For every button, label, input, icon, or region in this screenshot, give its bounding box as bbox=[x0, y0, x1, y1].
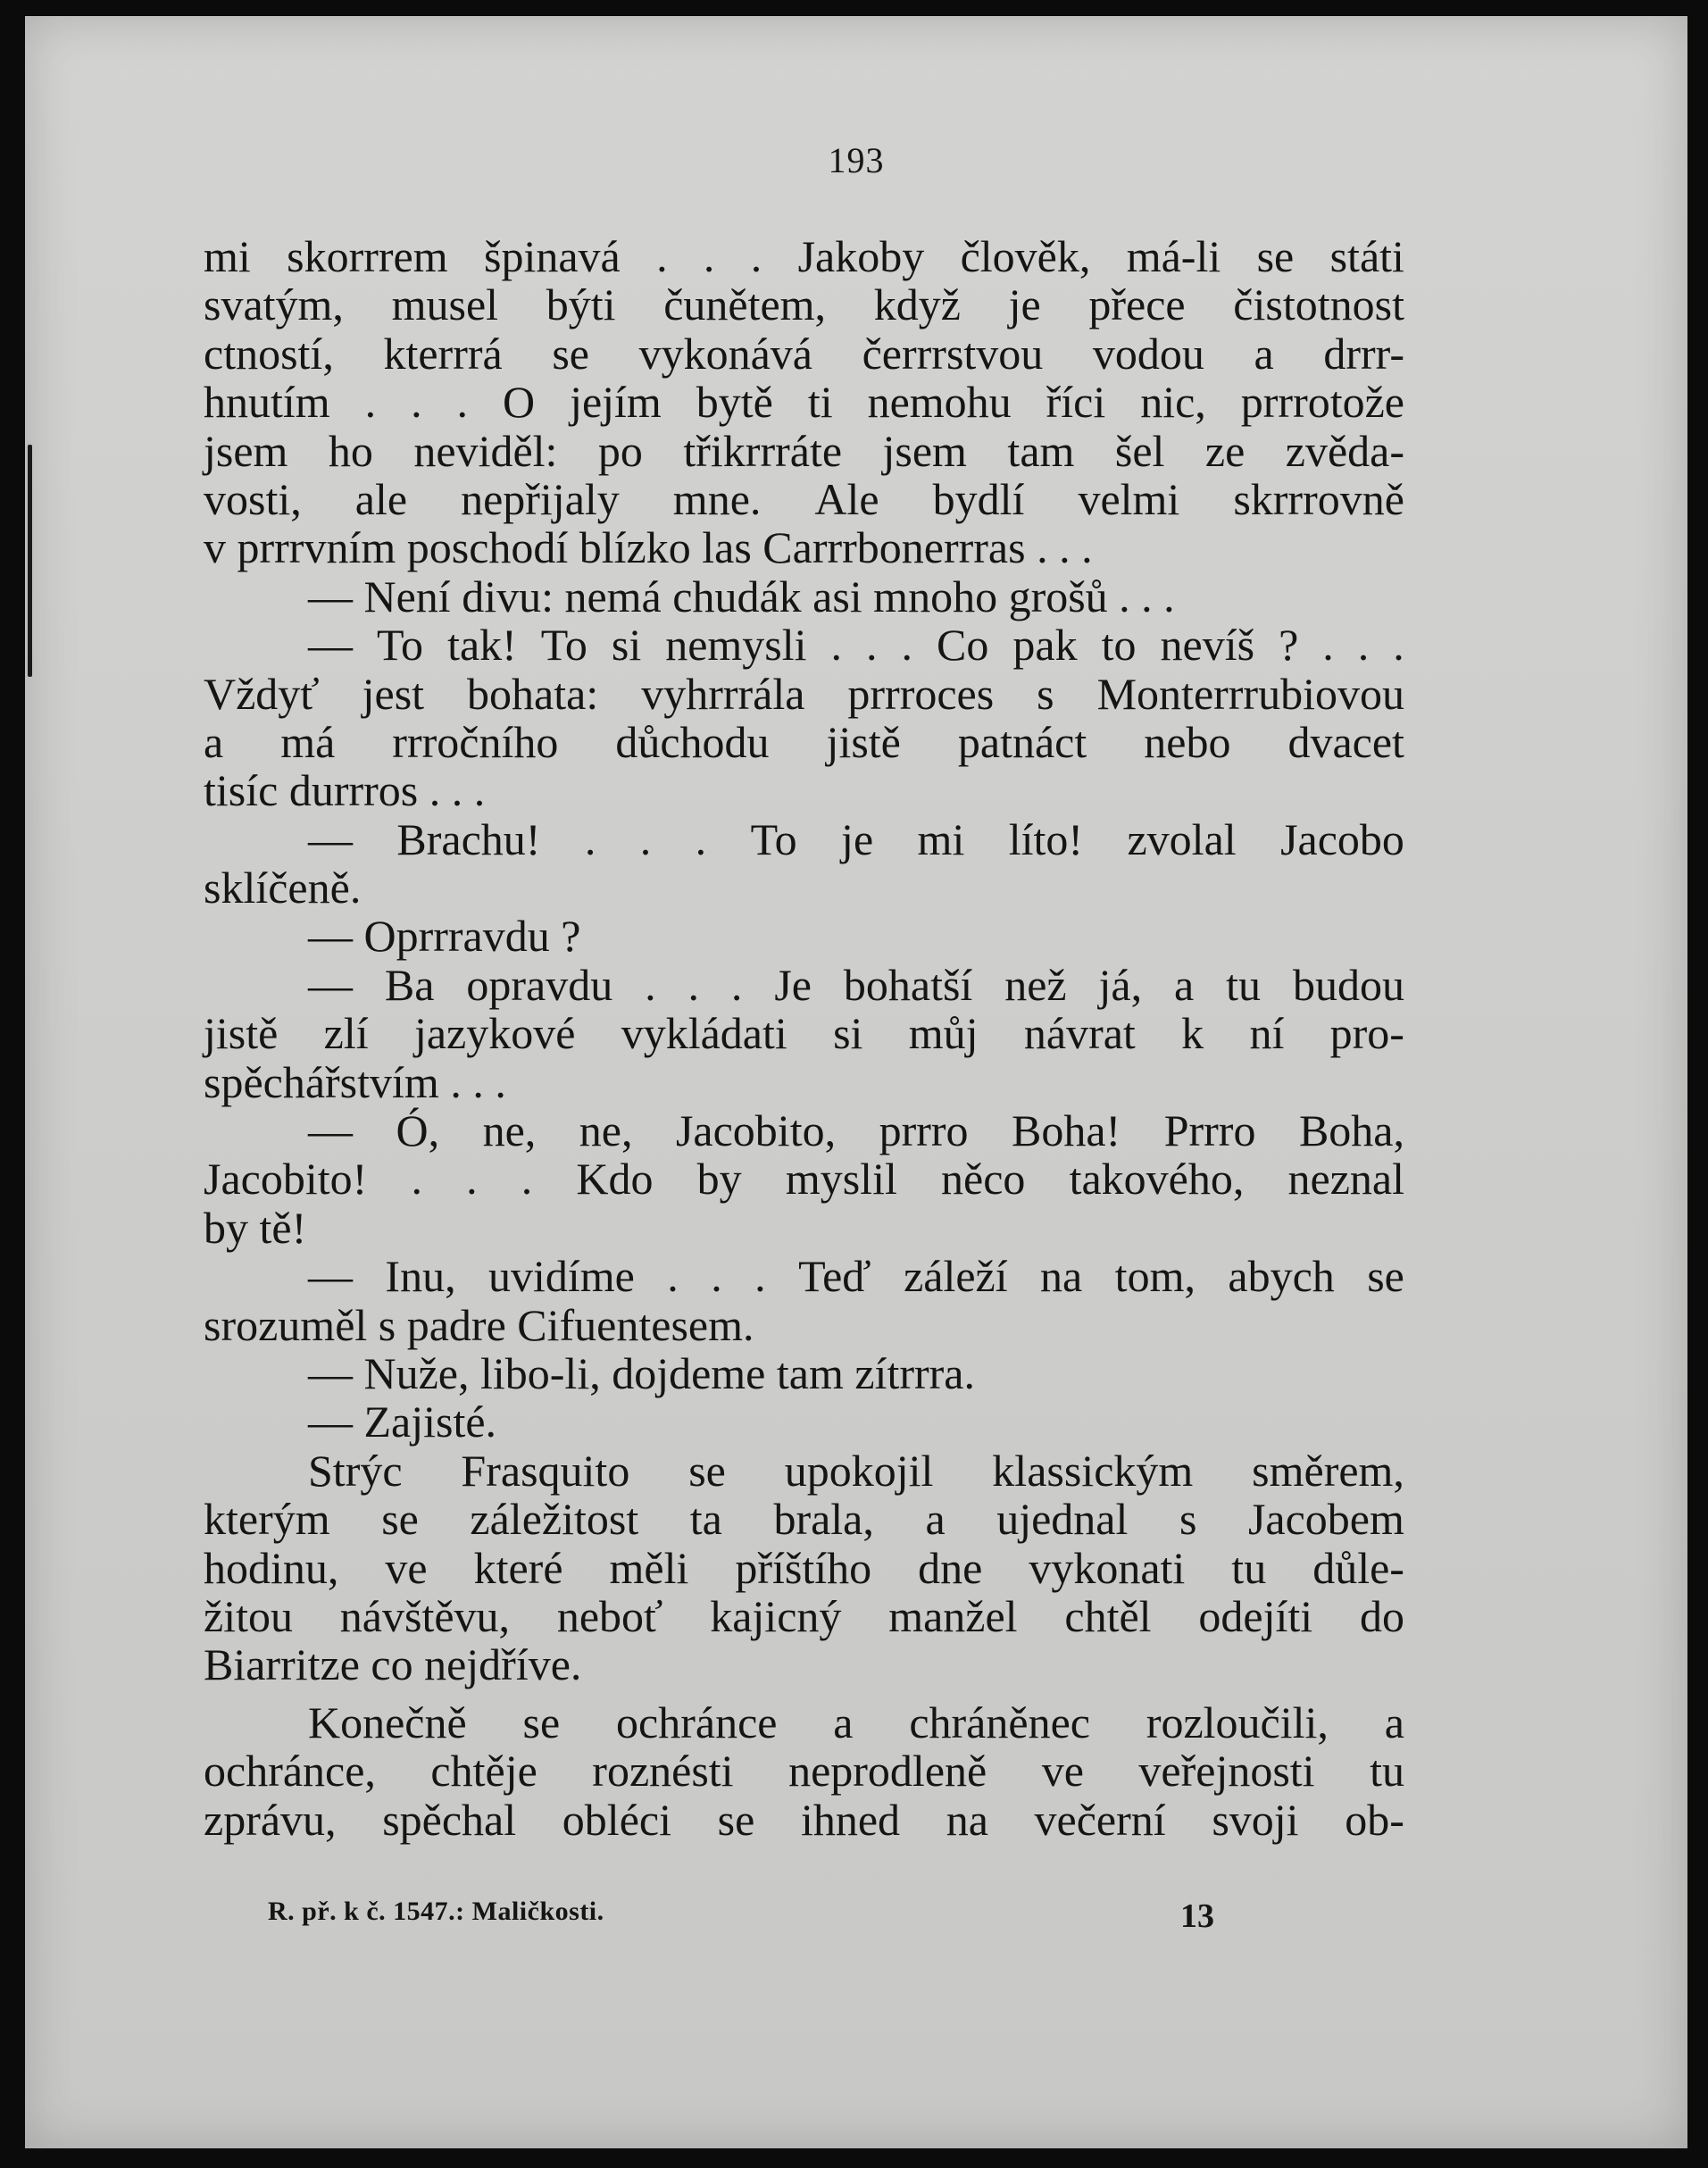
word: na bbox=[946, 1794, 988, 1845]
word: se bbox=[381, 1494, 419, 1545]
line-text: — Nuže, libo-li, dojdeme tam zítrrra. bbox=[308, 1347, 975, 1398]
word: upokojil bbox=[784, 1445, 934, 1496]
line-text: v prrrvním poschodí blízko las Carrrbonerrras . . . bbox=[204, 522, 1093, 573]
text-line bbox=[204, 1058, 1404, 1106]
word: — bbox=[308, 620, 353, 671]
text-line bbox=[204, 1747, 1404, 1795]
word: třikrrráte bbox=[683, 425, 843, 476]
word: Ba bbox=[384, 959, 435, 1010]
word: po bbox=[597, 425, 643, 476]
text-line bbox=[204, 280, 1404, 329]
word: a bbox=[1174, 959, 1195, 1010]
word: než bbox=[1004, 959, 1067, 1010]
word: člověk, bbox=[960, 231, 1091, 281]
word: . bbox=[1393, 620, 1404, 671]
word: to bbox=[1101, 620, 1137, 671]
word: ne, bbox=[482, 1105, 537, 1156]
word: ho bbox=[328, 425, 373, 476]
word: Boha, bbox=[1298, 1105, 1404, 1156]
word: jest bbox=[362, 668, 425, 719]
word: na bbox=[1040, 1251, 1083, 1302]
text-line bbox=[204, 1796, 1404, 1844]
text-line bbox=[204, 378, 1404, 426]
word: ctností, bbox=[204, 328, 334, 379]
word: ? bbox=[1279, 620, 1299, 671]
word: ve bbox=[385, 1542, 428, 1593]
word: Ó, bbox=[396, 1105, 440, 1156]
text-line bbox=[204, 1155, 1404, 1203]
word: má bbox=[280, 716, 336, 767]
word: Jacobem bbox=[1247, 1494, 1404, 1545]
word: rozloučili, bbox=[1146, 1697, 1329, 1747]
word: jsem bbox=[882, 425, 967, 476]
word: ochránce, bbox=[204, 1746, 376, 1797]
word: neviděl: bbox=[413, 425, 558, 476]
word: uvidíme bbox=[488, 1251, 635, 1302]
word: . bbox=[830, 620, 843, 671]
word: do bbox=[1359, 1590, 1404, 1641]
word: nemohu bbox=[867, 377, 1012, 428]
line-text: — Není divu: nemá chudák asi mnoho grošů . . . bbox=[308, 571, 1175, 621]
word: Vždyť bbox=[204, 668, 320, 719]
word: . bbox=[687, 959, 700, 1010]
word: tu bbox=[1226, 959, 1262, 1010]
word: . bbox=[656, 231, 668, 281]
text-line bbox=[204, 572, 1404, 621]
line-text: Biarritze co nejdříve. bbox=[204, 1639, 582, 1690]
word: šel bbox=[1114, 425, 1165, 476]
text-line bbox=[204, 232, 1404, 280]
line-text: — Zajisté. bbox=[308, 1397, 497, 1447]
word: Prrro bbox=[1163, 1105, 1256, 1156]
word: by bbox=[696, 1154, 742, 1205]
word: které bbox=[473, 1542, 563, 1593]
word: velmi bbox=[1078, 473, 1180, 524]
word: . bbox=[411, 377, 422, 428]
word: směrem, bbox=[1252, 1445, 1404, 1496]
word: příštího bbox=[735, 1542, 872, 1593]
word: ochránce bbox=[616, 1697, 778, 1747]
word: a bbox=[1254, 328, 1274, 379]
word: zvěda- bbox=[1285, 425, 1404, 476]
word: roznésti bbox=[592, 1746, 734, 1797]
word: neznal bbox=[1287, 1154, 1404, 1205]
word: skrrrovně bbox=[1233, 473, 1404, 524]
word: si bbox=[833, 1008, 863, 1059]
word: s bbox=[1179, 1494, 1197, 1545]
word: Kdo bbox=[576, 1154, 654, 1205]
word: skorrrem bbox=[287, 231, 448, 281]
text-line bbox=[204, 961, 1404, 1009]
word: kajicný bbox=[710, 1590, 842, 1641]
word: ní bbox=[1249, 1008, 1285, 1059]
text-line bbox=[204, 1301, 1404, 1349]
text-line bbox=[204, 1592, 1404, 1640]
word: . bbox=[456, 377, 469, 428]
word: je bbox=[1008, 279, 1041, 330]
page-footer bbox=[268, 1897, 1214, 1936]
word: . bbox=[1357, 620, 1370, 671]
word: jazykové bbox=[413, 1008, 576, 1059]
word: mi bbox=[204, 231, 251, 281]
word: vykládati bbox=[621, 1008, 787, 1059]
word: a bbox=[204, 716, 224, 767]
word: bytě bbox=[696, 377, 773, 428]
word: se bbox=[1367, 1251, 1404, 1302]
word: státi bbox=[1329, 231, 1404, 281]
word: — bbox=[308, 1105, 353, 1156]
text-line bbox=[204, 621, 1404, 669]
word: svatým, bbox=[204, 279, 344, 330]
word: Jakoby bbox=[797, 231, 925, 281]
word: bohata: bbox=[467, 668, 599, 719]
word: . bbox=[364, 377, 377, 428]
word: kterým bbox=[204, 1494, 330, 1545]
word: mne. bbox=[672, 473, 762, 524]
word: Frasquito bbox=[461, 1445, 630, 1496]
text-line bbox=[204, 1698, 1404, 1747]
word: Brachu! bbox=[396, 813, 541, 864]
word: čunětem, bbox=[663, 279, 827, 330]
line-text: — Oprrravdu ? bbox=[308, 911, 581, 962]
word: se bbox=[688, 1445, 726, 1496]
word: zlí bbox=[323, 1008, 369, 1059]
word: tu bbox=[1231, 1542, 1267, 1593]
word: mi bbox=[917, 813, 965, 864]
word: ob- bbox=[1345, 1794, 1404, 1845]
book-page bbox=[25, 16, 1687, 2148]
word: Ale bbox=[814, 473, 879, 524]
word: spěchal bbox=[382, 1794, 517, 1845]
word: neprodleně bbox=[788, 1746, 987, 1797]
line-text: srozuměl s padre Cifuentesem. bbox=[204, 1299, 754, 1350]
word: vosti, bbox=[204, 473, 302, 524]
word: dne bbox=[918, 1542, 983, 1593]
word: bohatší bbox=[843, 959, 973, 1010]
word: já, bbox=[1098, 959, 1143, 1010]
line-text: tisíc durrros . . . bbox=[204, 765, 486, 816]
word: budou bbox=[1292, 959, 1404, 1010]
word: důle- bbox=[1312, 1542, 1404, 1593]
word: svoji bbox=[1212, 1794, 1299, 1845]
word: se bbox=[717, 1794, 755, 1845]
word: jistě bbox=[204, 1008, 279, 1059]
word: bydlí bbox=[932, 473, 1025, 524]
word: tam bbox=[1007, 425, 1075, 476]
word: vykonati bbox=[1029, 1542, 1186, 1593]
word: vyhrrrála bbox=[641, 668, 805, 719]
word: tu bbox=[1370, 1746, 1404, 1797]
word: si bbox=[611, 620, 642, 671]
text-line bbox=[204, 1009, 1404, 1057]
word: opravdu bbox=[466, 959, 613, 1010]
word: zprávu, bbox=[204, 1794, 337, 1845]
word: — bbox=[308, 959, 353, 1010]
word: Monterrrubiovou bbox=[1096, 668, 1404, 719]
word: . bbox=[521, 1154, 533, 1205]
word: nevíš bbox=[1160, 620, 1255, 671]
word: žitou bbox=[204, 1590, 293, 1641]
line-text: spěchářstvím . . . bbox=[204, 1056, 506, 1107]
word: . bbox=[466, 1154, 478, 1205]
word: prrrotože bbox=[1240, 377, 1404, 428]
word: čerrrstvou bbox=[862, 328, 1044, 379]
word: přece bbox=[1088, 279, 1186, 330]
word: Boha! bbox=[1012, 1105, 1121, 1156]
text-line bbox=[204, 1349, 1404, 1397]
word: hodinu, bbox=[204, 1542, 339, 1593]
word: a bbox=[1384, 1697, 1404, 1747]
text-line bbox=[204, 1495, 1404, 1543]
word: ale bbox=[354, 473, 408, 524]
word: večerní bbox=[1034, 1794, 1166, 1845]
word: když bbox=[873, 279, 961, 330]
word: býti bbox=[546, 279, 616, 330]
word: ve bbox=[1041, 1746, 1084, 1797]
word: záleží bbox=[904, 1251, 1008, 1302]
word: nebo bbox=[1144, 716, 1231, 767]
word: tak! bbox=[447, 620, 517, 671]
word: . bbox=[584, 813, 596, 864]
word: zvolal bbox=[1127, 813, 1237, 864]
word: důchodu bbox=[615, 716, 770, 767]
word: se bbox=[1256, 231, 1295, 281]
word: s bbox=[1037, 668, 1054, 719]
word: To bbox=[750, 813, 797, 864]
word: . bbox=[901, 620, 913, 671]
text-line bbox=[204, 1252, 1404, 1300]
word: záležitost bbox=[470, 1494, 639, 1545]
word: má-li bbox=[1126, 231, 1221, 281]
word: k bbox=[1181, 1008, 1204, 1059]
word: a bbox=[833, 1697, 854, 1747]
word: ujednal bbox=[996, 1494, 1129, 1545]
word: To bbox=[377, 620, 424, 671]
text-line bbox=[204, 427, 1404, 475]
word: tom, bbox=[1114, 1251, 1196, 1302]
word: brala, bbox=[773, 1494, 874, 1545]
word: špinavá bbox=[483, 231, 621, 281]
word: Teď bbox=[798, 1251, 871, 1302]
word: . bbox=[750, 231, 762, 281]
word: návštěvu, bbox=[339, 1590, 511, 1641]
word: ihned bbox=[800, 1794, 901, 1845]
word: takového, bbox=[1069, 1154, 1245, 1205]
word: odejíti bbox=[1198, 1590, 1313, 1641]
word: Jacobito, bbox=[675, 1105, 837, 1156]
text-line bbox=[204, 523, 1404, 571]
word: prrro bbox=[879, 1105, 969, 1156]
word: měli bbox=[609, 1542, 689, 1593]
word: — bbox=[308, 813, 353, 864]
text-line bbox=[204, 1106, 1404, 1155]
word: obléci bbox=[562, 1794, 671, 1845]
page-number: 193 bbox=[828, 140, 885, 180]
line-text: by tě! bbox=[204, 1202, 307, 1253]
text-line bbox=[204, 766, 1404, 814]
word: chráněnec bbox=[909, 1697, 1090, 1747]
text-line bbox=[204, 329, 1404, 378]
binding-edge bbox=[28, 445, 32, 677]
word: . bbox=[645, 959, 656, 1010]
text-line bbox=[204, 475, 1404, 523]
word: . bbox=[695, 813, 707, 864]
word: dvacet bbox=[1287, 716, 1404, 767]
text-line bbox=[204, 863, 1404, 912]
word: . bbox=[667, 1251, 679, 1302]
word: nic, bbox=[1140, 377, 1206, 428]
word: . bbox=[411, 1154, 422, 1205]
word: říci bbox=[1046, 377, 1106, 428]
printer-signature: R. př. k č. 1547.: Maličkosti. bbox=[268, 1897, 604, 1926]
word: čistotnost bbox=[1233, 279, 1404, 330]
body-text bbox=[204, 232, 1404, 1844]
word: neboť bbox=[556, 1590, 663, 1641]
word: manžel bbox=[888, 1590, 1018, 1641]
word: . bbox=[866, 620, 878, 671]
word: Inu, bbox=[385, 1251, 456, 1302]
word: . bbox=[754, 1251, 766, 1302]
word: . bbox=[639, 813, 652, 864]
word: Konečně bbox=[308, 1697, 467, 1747]
word: prrroces bbox=[847, 668, 995, 719]
word: se bbox=[552, 328, 589, 379]
text-line bbox=[204, 1447, 1404, 1495]
word: je bbox=[841, 813, 874, 864]
word: O bbox=[503, 377, 536, 428]
text-line bbox=[204, 670, 1404, 718]
word: Je bbox=[774, 959, 812, 1010]
word: chtěje bbox=[430, 1746, 537, 1797]
word: něco bbox=[941, 1154, 1026, 1205]
word: . bbox=[703, 231, 715, 281]
word: veřejnosti bbox=[1138, 1746, 1315, 1797]
text-line bbox=[204, 1544, 1404, 1592]
word: nemysli bbox=[665, 620, 807, 671]
word: . bbox=[730, 959, 743, 1010]
word: To bbox=[540, 620, 587, 671]
sheet-number: 13 bbox=[1180, 1897, 1214, 1935]
word: Jacobo bbox=[1280, 813, 1404, 864]
word: pak bbox=[1012, 620, 1078, 671]
word: kterrrá bbox=[383, 328, 503, 379]
word: . bbox=[711, 1251, 722, 1302]
word: jejím bbox=[570, 377, 662, 428]
word: můj bbox=[908, 1008, 979, 1059]
text-line bbox=[204, 718, 1404, 766]
text-line bbox=[204, 1397, 1404, 1446]
word: návrat bbox=[1023, 1008, 1136, 1059]
word: a bbox=[925, 1494, 946, 1545]
text-line bbox=[204, 1640, 1404, 1689]
word: klassickým bbox=[992, 1445, 1194, 1496]
word: ze bbox=[1204, 425, 1246, 476]
word: se bbox=[522, 1697, 561, 1747]
word: nepřijaly bbox=[461, 473, 620, 524]
word: chtěl bbox=[1064, 1590, 1152, 1641]
word: jsem bbox=[204, 425, 288, 476]
text-line bbox=[204, 912, 1404, 960]
word: abych bbox=[1228, 1251, 1335, 1302]
text-line bbox=[204, 815, 1404, 863]
word: — bbox=[308, 1251, 353, 1302]
word: myslil bbox=[785, 1154, 897, 1205]
word: pro- bbox=[1329, 1008, 1404, 1059]
word: ti bbox=[807, 377, 833, 428]
word: drrr- bbox=[1323, 328, 1404, 379]
text-line bbox=[204, 1204, 1404, 1252]
word: . bbox=[1322, 620, 1334, 671]
word: líto! bbox=[1008, 813, 1084, 864]
word: musel bbox=[391, 279, 499, 330]
word: ta bbox=[689, 1494, 722, 1545]
word: Jacobito! bbox=[204, 1154, 368, 1205]
word: vykonává bbox=[638, 328, 812, 379]
word: rrročního bbox=[392, 716, 559, 767]
word: patnáct bbox=[957, 716, 1087, 767]
word: vodou bbox=[1092, 328, 1204, 379]
word: ne, bbox=[579, 1105, 633, 1156]
word: Strýc bbox=[308, 1445, 403, 1496]
word: Co bbox=[937, 620, 989, 671]
word: jistě bbox=[826, 716, 901, 767]
word: hnutím bbox=[204, 377, 330, 428]
line-text: sklíčeně. bbox=[204, 863, 362, 913]
